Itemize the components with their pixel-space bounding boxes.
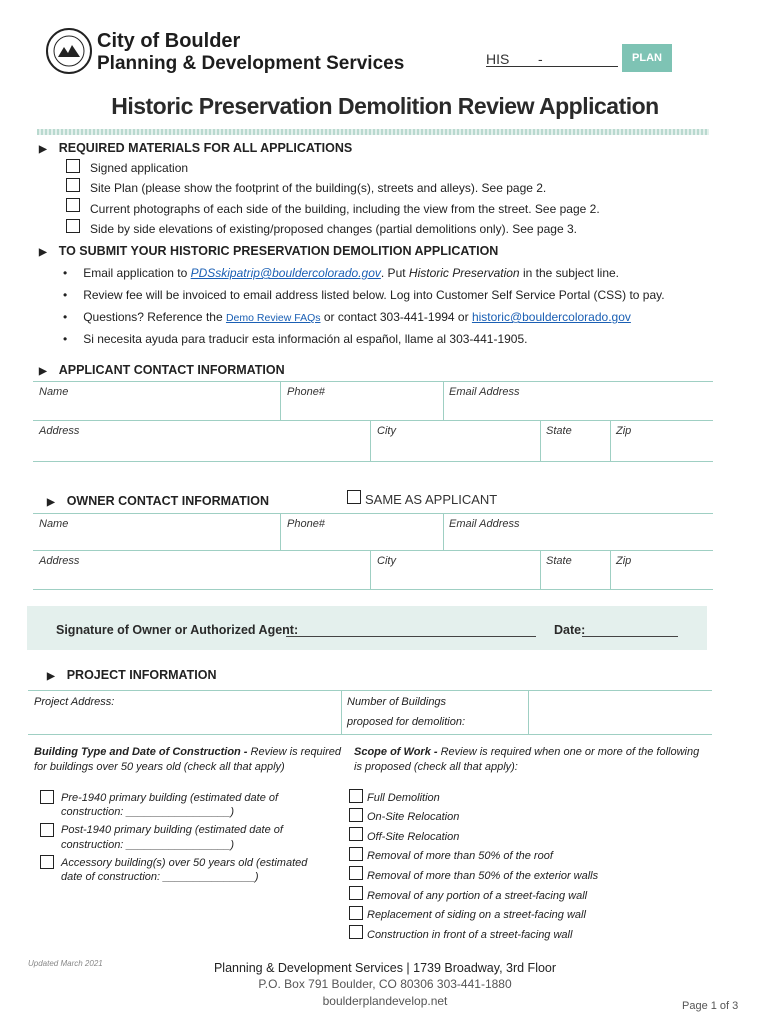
divider: [33, 513, 713, 514]
checkbox-post-1940[interactable]: [40, 823, 54, 837]
signature-label: Signature of Owner or Authorized Agent:: [56, 623, 299, 637]
owner-city-field[interactable]: City: [377, 555, 396, 567]
checkbox-roof-removal[interactable]: [349, 847, 363, 861]
email-link[interactable]: PDSskipatrip@bouldercolorado.gov: [190, 266, 381, 280]
page-number: Page 1 of 3: [682, 1000, 739, 1012]
divider: [528, 690, 529, 735]
submit-bullet-email: • Email application to PDSskipatrip@bouldercolorado.gov. Put Historic Preservation in the subject line.: [63, 266, 620, 280]
checkbox-construction-front[interactable]: [349, 925, 363, 939]
num-buildings-label: Number of Buildings: [347, 696, 447, 708]
applicant-email-field[interactable]: Email Address: [449, 386, 520, 398]
required-item: Site Plan (please show the footprint of the building(s), streets and alleys). See page 2.: [90, 181, 547, 195]
checkbox-street-facing-wall[interactable]: [349, 886, 363, 900]
num-buildings-label-2: proposed for demolition:: [347, 716, 466, 728]
type-item-line2: construction: _________________): [61, 839, 235, 851]
divider: [610, 420, 611, 462]
divider: [370, 420, 371, 462]
triangle-icon: ▶: [39, 247, 47, 258]
his-number-field[interactable]: [486, 66, 618, 67]
scope-item: Off-Site Relocation: [367, 831, 460, 843]
city-seal-icon: [46, 28, 92, 74]
signature-field[interactable]: [286, 636, 536, 637]
divider: [610, 550, 611, 590]
divider: [540, 550, 541, 590]
same-as-applicant-label: SAME AS APPLICANT: [365, 492, 498, 507]
applicant-name-field[interactable]: Name: [39, 386, 69, 398]
org-department: Planning & Development Services: [97, 53, 405, 74]
scope-item: Removal of any portion of a street-facing wall: [367, 890, 588, 902]
date-label: Date:: [554, 623, 586, 637]
plan-badge: PLAN: [622, 44, 672, 72]
submit-bullet-fee: • Review fee will be invoiced to email address listed below. Log into Customer Self Service Portal (CSS) to pay.: [63, 288, 665, 302]
project-address-field[interactable]: Project Address:: [34, 696, 115, 708]
checkbox-onsite-relocation[interactable]: [349, 808, 363, 822]
title-divider: [37, 129, 709, 135]
checkbox-accessory[interactable]: [40, 855, 54, 869]
checkbox-elevations[interactable]: [66, 219, 80, 233]
triangle-icon: ▶: [39, 366, 47, 377]
page-title: Historic Preservation Demolition Review Application: [111, 93, 659, 119]
required-heading: ▶ REQUIRED MATERIALS FOR ALL APPLICATIONS: [39, 141, 353, 155]
scope-heading: Scope of Work - Review is required when one or more of the following: [354, 746, 700, 758]
divider: [443, 513, 444, 551]
checkbox-photographs[interactable]: [66, 198, 80, 212]
submit-bullet-spanish: • Si necesita ayuda para traducir esta información al español, llame al 303-441-1905.: [63, 332, 528, 346]
project-heading: ▶ PROJECT INFORMATION: [47, 668, 217, 682]
owner-phone-field[interactable]: Phone#: [287, 518, 325, 530]
scope-item: Full Demolition: [367, 792, 440, 804]
divider: [33, 381, 713, 382]
faq-link[interactable]: Demo Review FAQs: [225, 312, 321, 324]
checkbox-full-demolition[interactable]: [349, 789, 363, 803]
scope-item: Replacement of siding on a street-facing wall: [367, 909, 586, 921]
divider: [540, 420, 541, 462]
divider: [33, 589, 713, 590]
triangle-icon: ▶: [47, 497, 55, 508]
divider: [280, 513, 281, 551]
submit-bullet-questions: • Questions? Reference the Demo Review FAQs or contact 303-441-1994 or historic@bouldercolorado.gov: [63, 310, 631, 324]
updated-date: Updated March 2021: [28, 959, 103, 968]
historic-email-link[interactable]: historic@bouldercolorado.gov: [471, 310, 631, 324]
divider: [33, 461, 713, 462]
scope-subheading: is proposed (check all that apply):: [354, 761, 518, 773]
divider: [28, 734, 712, 735]
required-item: Current photographs of each side of the building, including the view from the street. See page 2.: [90, 202, 600, 216]
required-item: Side by side elevations of existing/proposed changes (partial demolitions only). See page 3.: [90, 222, 577, 236]
divider: [280, 381, 281, 421]
owner-email-field[interactable]: Email Address: [449, 518, 520, 530]
building-type-heading: Building Type and Date of Construction - Review is required: [34, 746, 342, 758]
type-item-line2: date of construction: _______________): [61, 871, 259, 883]
divider: [28, 690, 712, 691]
footer-address: Planning & Development Services | 1739 Broadway, 3rd Floor: [213, 961, 557, 975]
checkbox-siding-replacement[interactable]: [349, 906, 363, 920]
scope-item: On-Site Relocation: [367, 811, 460, 823]
owner-state-field[interactable]: State: [546, 555, 572, 567]
scope-item: Construction in front of a street-facing wall: [367, 929, 573, 941]
submit-heading: ▶ TO SUBMIT YOUR HISTORIC PRESERVATION DEMOLITION APPLICATION: [39, 244, 499, 258]
footer-po-box: P.O. Box 791 Boulder, CO 80306 303-441-1880: [258, 977, 512, 991]
type-item-line1: Accessory building(s) over 50 years old (estimated: [61, 857, 308, 869]
org-name: City of Boulder: [97, 30, 241, 52]
checkbox-site-plan[interactable]: [66, 178, 80, 192]
divider: [33, 420, 713, 421]
applicant-state-field[interactable]: State: [546, 425, 572, 437]
owner-zip-field[interactable]: Zip: [616, 555, 632, 567]
owner-name-field[interactable]: Name: [39, 518, 69, 530]
scope-item: Removal of more than 50% of the exterior walls: [367, 870, 599, 882]
divider: [341, 690, 342, 735]
scope-item: Removal of more than 50% of the roof: [367, 850, 553, 862]
divider: [443, 381, 444, 421]
same-as-applicant-checkbox[interactable]: [347, 490, 361, 504]
type-item-line1: Post-1940 primary building (estimated date of: [61, 824, 283, 836]
checkbox-pre-1940[interactable]: [40, 790, 54, 804]
his-dash: -: [538, 51, 543, 67]
triangle-icon: ▶: [47, 671, 55, 682]
applicant-city-field[interactable]: City: [377, 425, 396, 437]
checkbox-signed-application[interactable]: [66, 159, 80, 173]
required-item: Signed application: [90, 161, 189, 175]
type-item-line2: construction: _________________): [61, 806, 235, 818]
owner-heading: ▶ OWNER CONTACT INFORMATION: [47, 494, 269, 508]
divider: [33, 550, 713, 551]
applicant-phone-field[interactable]: Phone#: [287, 386, 325, 398]
checkbox-exterior-walls[interactable]: [349, 866, 363, 880]
building-type-subheading: for buildings over 50 years old (check all that apply): [34, 761, 285, 773]
applicant-address-field[interactable]: Address: [39, 425, 80, 437]
triangle-icon: ▶: [39, 144, 47, 155]
footer-website: boulderplandevelop.net: [322, 994, 448, 1008]
date-field[interactable]: [582, 636, 678, 637]
owner-address-field[interactable]: Address: [39, 555, 80, 567]
applicant-zip-field[interactable]: Zip: [616, 425, 632, 437]
divider: [370, 550, 371, 590]
applicant-heading: ▶ APPLICANT CONTACT INFORMATION: [39, 363, 285, 377]
type-item-line1: Pre-1940 primary building (estimated date of: [61, 792, 279, 804]
his-label: HIS: [486, 51, 510, 67]
checkbox-offsite-relocation[interactable]: [349, 827, 363, 841]
